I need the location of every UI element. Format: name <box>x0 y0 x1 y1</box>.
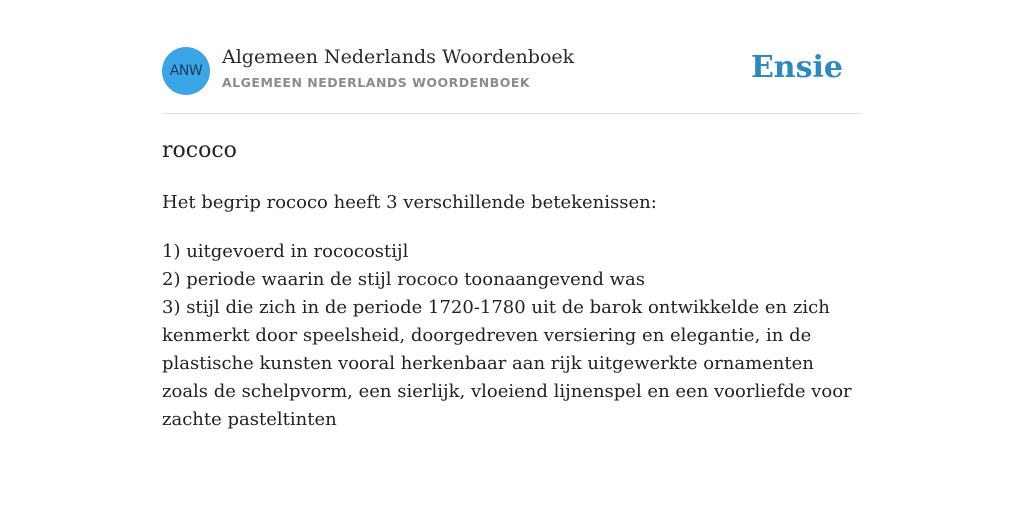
definition-item: 2) periode waarin de stijl rococo toonaangevend was <box>162 269 645 290</box>
definition-item: 1) uitgevoerd in rococostijl <box>162 241 409 262</box>
source-subtitle: ALGEMEEN NEDERLANDS WOORDENBOEK <box>222 75 531 90</box>
entry-card <box>162 0 862 430</box>
entry-term: rococo <box>162 138 237 163</box>
ensie-brand-logo[interactable]: Ensie <box>750 50 843 85</box>
anw-logo-text: ANW <box>169 63 203 79</box>
entry-intro: Het begrip rococo heeft 3 verschillende betekenissen: <box>162 192 657 213</box>
source-name[interactable]: Algemeen Nederlands Woordenboek <box>222 46 575 68</box>
definition-list <box>162 238 864 434</box>
source-header <box>162 0 862 114</box>
anw-logo[interactable] <box>162 47 210 95</box>
definition-item: 3) stijl die zich in de periode 1720-1780 uit de barok ontwikkelde en zich kenmerkt door speelsheid, doorgedreven versiering en elegantie, in de plastische kunsten vooral herkenbaar aan rijk uitgewerkte ornamenten zoals de schelpvorm, een sierlijk, vloeiend lijnenspel en een voorliefde voor zachte pasteltinten <box>162 297 852 430</box>
